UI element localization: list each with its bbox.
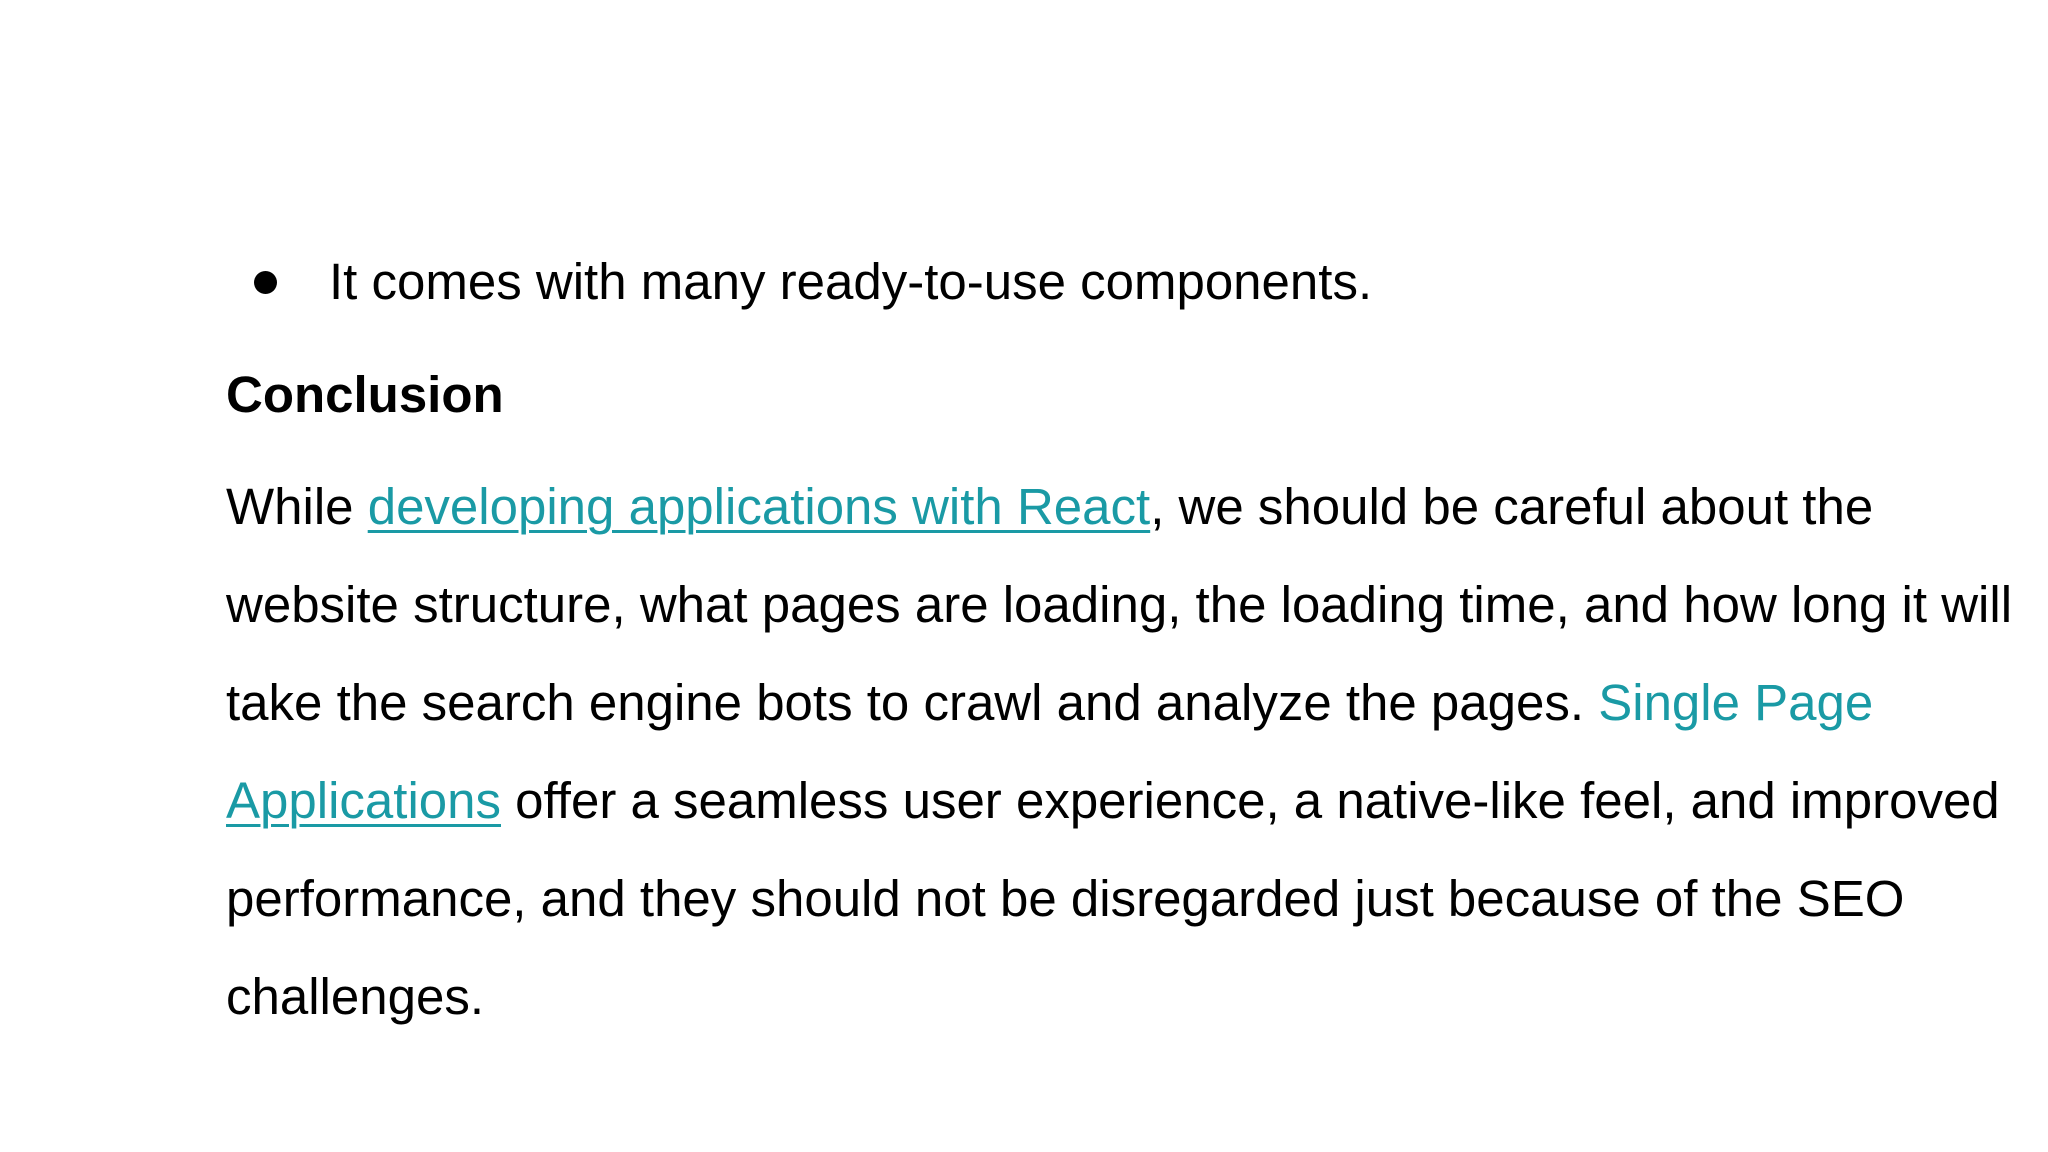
react-development-link[interactable]: developing applications with React xyxy=(367,478,1151,535)
spa-link-part-1[interactable]: Single Page xyxy=(1598,674,1874,731)
bullet-icon xyxy=(254,271,277,294)
bullet-list xyxy=(247,252,1372,312)
paragraph-line-4 xyxy=(226,752,2026,850)
bullet-text: It comes with many ready-to-use components. xyxy=(329,253,1373,310)
paragraph-line-6: challenges. xyxy=(226,968,485,1025)
line-4-suffix: offer a seamless user experience, a native-like feel, and improved xyxy=(501,772,2000,829)
paragraph-line-1 xyxy=(226,458,2026,556)
spa-link-part-2[interactable]: Applications xyxy=(226,772,501,829)
list-item xyxy=(247,252,1372,312)
line-1-prefix: While xyxy=(226,478,368,535)
section-heading: Conclusion xyxy=(226,366,504,423)
line-3-text: take the search engine bots to crawl and analyze the pages. xyxy=(226,674,1599,731)
conclusion-paragraph xyxy=(226,458,2026,1046)
paragraph-line-5: performance, and they should not be disregarded just because of the SEO xyxy=(226,870,1905,927)
line-1-suffix: , we should be careful about the xyxy=(1150,478,1874,535)
paragraph-line-2: website structure, what pages are loading, the loading time, and how long it will xyxy=(226,576,2013,633)
paragraph-line-3 xyxy=(226,654,2026,752)
